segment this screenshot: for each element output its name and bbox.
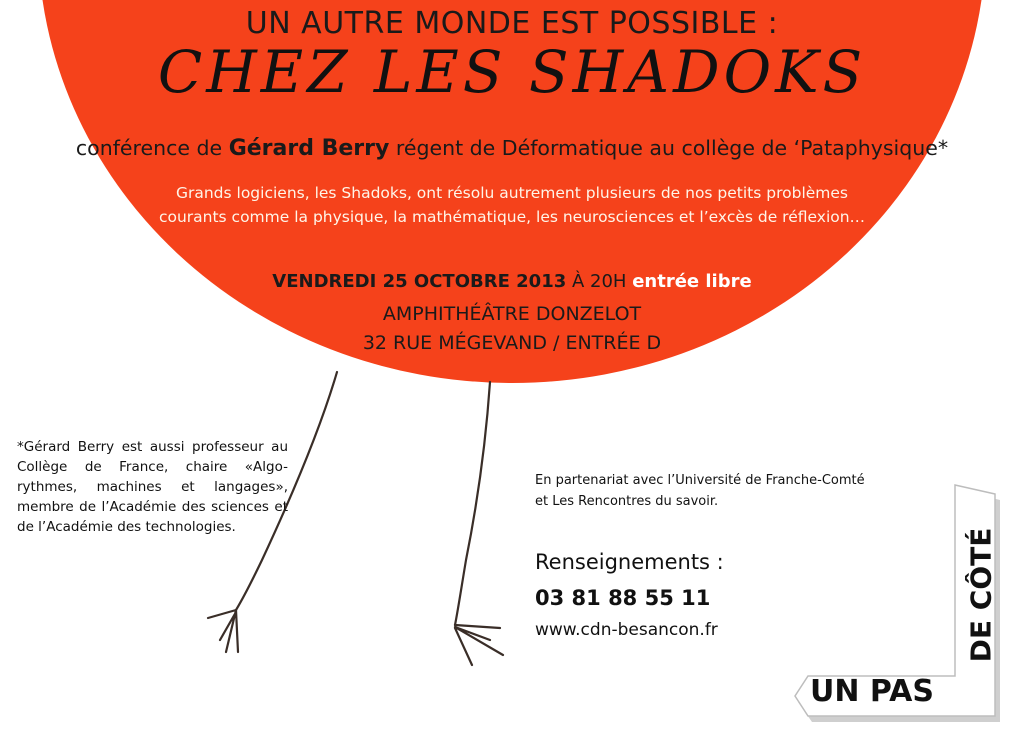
event-admission: entrée libre — [632, 271, 752, 292]
right-foot — [455, 625, 503, 665]
contact-phone: 03 81 88 55 11 — [535, 586, 711, 610]
footnote: *Gérard Berry est aussi professeur au Collège de France, chaire «Algo-rythmes, machines et langages», membre de l’Académie des sciences et de l’Académie des technologies. — [17, 439, 288, 535]
partnership-line: et Les Rencontres du savoir. — [535, 494, 719, 509]
conference-line — [0, 136, 1024, 161]
speaker-role: régent de Déformatique au collège de ‘Pataphysique* — [395, 136, 949, 160]
contact-website[interactable]: www.cdn-besancon.fr — [535, 620, 718, 640]
description-line: courants comme la physique, la mathématique, les neurosciences et l’excès de réflexion… — [158, 208, 866, 226]
event-date: VENDREDI 25 OCTOBRE 2013 — [272, 271, 567, 292]
right-leg — [455, 382, 490, 625]
description — [0, 181, 1024, 229]
venue-address: 32 RUE MÉGEVAND / ENTRÉE D — [362, 332, 662, 354]
poster-title: CHEZ LES SHADOKS — [157, 38, 867, 106]
headline: UN AUTRE MONDE EST POSSIBLE : — [245, 6, 779, 41]
logo-de-cote-text: DE CÔTÉ — [964, 527, 998, 663]
contact-label: Renseignements : — [535, 550, 724, 574]
description-line: Grands logiciens, les Shadoks, ont résolu autrement plusieurs de nos petits problèmes — [175, 184, 849, 202]
event-venue — [0, 300, 1024, 358]
logo-un-pas-text: UN PAS — [810, 674, 934, 709]
partnership-line: En partenariat avec l’Université de Franche-Comté — [535, 473, 865, 488]
event-dateline — [0, 271, 1024, 292]
venue-name: AMPHITHÉÂTRE DONZELOT — [382, 303, 642, 325]
speaker-name: Gérard Berry — [228, 136, 390, 161]
conference-prefix: conférence de — [75, 136, 223, 160]
event-time: À 20H — [571, 271, 627, 292]
left-foot — [208, 610, 238, 652]
